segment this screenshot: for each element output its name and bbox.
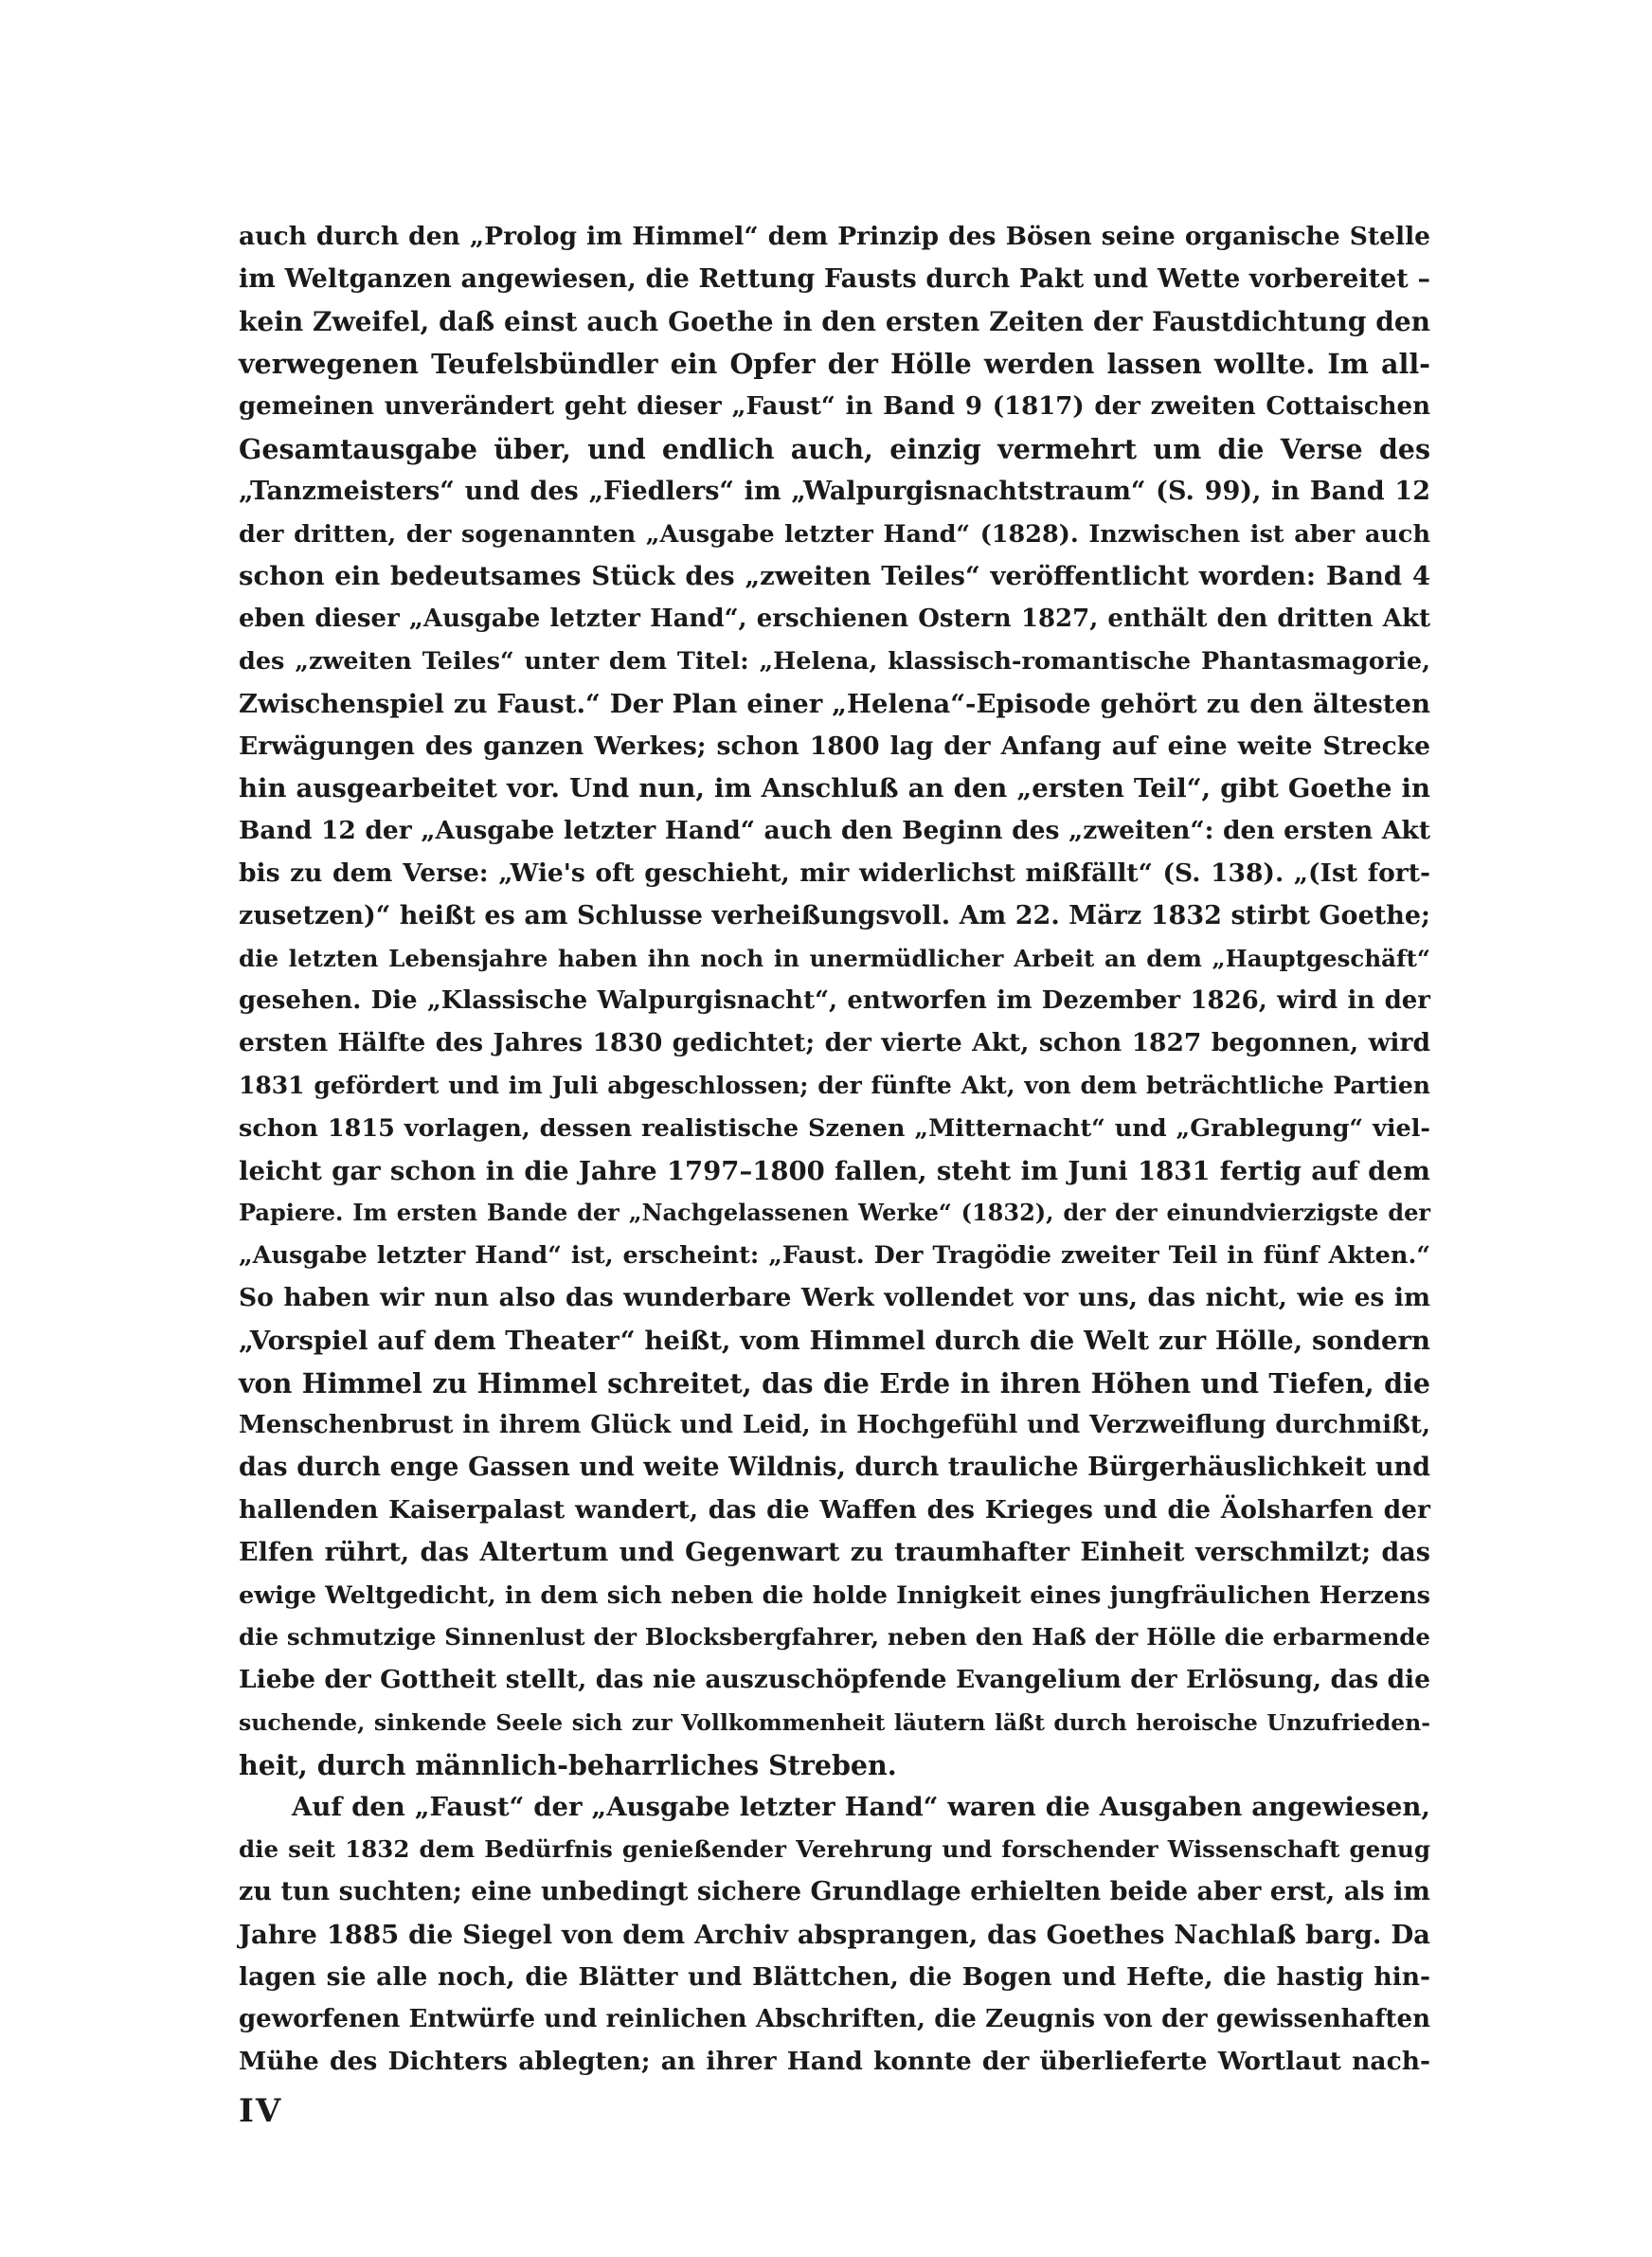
text-line: Band 12 der „Ausgabe letzter Hand“ auch den Beginn des „zweiten“: den ersten Akt <box>239 816 1430 846</box>
text-line: geworfenen Entwürfe und reinlichen Abschriften, die Zeugnis von der gewissenhaften <box>239 2005 1430 2034</box>
text-line: die schmutzige Sinnenlust der Blocksbergfahrer, neben den Haß der Hölle die erbarmende <box>239 1623 1430 1652</box>
text-line: ersten Hälfte des Jahres 1830 gedichtet; der vierte Akt, schon 1827 begonnen, wird <box>239 1028 1430 1058</box>
text-line-paragraph-start: Auf den „Faust“ der „Ausgabe letzter Hand“ waren die Ausgaben angewiesen, <box>292 1792 1430 1823</box>
text-line: die seit 1832 dem Bedürfnis genießender Verehrung und forschender Wissenschaft genug <box>239 1835 1430 1864</box>
text-line: „Ausgabe letzter Hand“ ist, erscheint: „Faust. Der Tragödie zweiter Teil in fünf Akten.“ <box>239 1241 1430 1271</box>
text-line: Papiere. Im ersten Bande der „Nachgelassenen Werke“ (1832), der der einundvierzigste der <box>239 1199 1430 1227</box>
text-line: „Tanzmeisters“ und des „Fiedlers“ im „Walpurgisnachtstraum“ (S. 99), in Band 12 <box>239 476 1430 506</box>
text-line: Elfen rührt, das Altertum und Gegenwart zu traumhafter Einheit verschmilzt; das <box>239 1537 1430 1567</box>
body-text <box>239 216 1430 2084</box>
text-line: hin ausgearbeitet vor. Und nun, im Anschluß an den „ersten Teil“, gibt Goethe in <box>239 773 1430 804</box>
text-line: das durch enge Gassen und weite Wildnis, durch trauliche Bürgerhäuslichkeit und <box>239 1453 1430 1483</box>
text-line: verwegenen Teufelsbündler ein Opfer der Hölle werden lassen wollte. Im all- <box>239 348 1430 381</box>
text-line: ewige Weltgedicht, in dem sich neben die holde Innigkeit eines jungfräulichen Herzens <box>239 1580 1430 1610</box>
text-line: hallenden Kaiserpalast wandert, das die Waffen des Krieges und die Äolsharfen der <box>239 1494 1430 1525</box>
text-line: So haben wir nun also das wunderbare Werk vollendet vor uns, das nicht, wie es im <box>239 1282 1430 1312</box>
text-line: Jahre 1885 die Siegel von dem Archiv absprangen, das Goethes Nachlaß barg. Da <box>239 1919 1430 1950</box>
text-line: bis zu dem Verse: „Wie's oft geschieht, mir widerlichst mißfällt“ (S. 138). „(Ist fort- <box>239 858 1430 888</box>
page-number: IV <box>239 2092 283 2130</box>
text-line: von Himmel zu Himmel schreitet, das die Erde in ihren Höhen und Tiefen, die <box>239 1366 1430 1399</box>
text-line: Gesamtausgabe über, und endlich auch, einzig vermehrt um die Verse des <box>239 432 1430 465</box>
text-line: Liebe der Gottheit stellt, das nie auszuschöpfende Evangelium der Erlösung, das die <box>239 1665 1430 1695</box>
text-line: auch durch den „Prolog im Himmel“ dem Prinzip des Bösen seine organische Stelle <box>239 222 1430 251</box>
text-line: Erwägungen des ganzen Werkes; schon 1800 lag der Anfang auf eine weite Strecke <box>239 731 1430 761</box>
text-line: suchende, sinkende Seele sich zur Vollkommenheit läutern läßt durch heroische Unzufrieden- <box>239 1708 1430 1736</box>
text-line: eben dieser „Ausgabe letzter Hand“, erschienen Ostern 1827, enthält den dritten Akt <box>239 605 1430 634</box>
text-line: schon ein bedeutsames Stück des „zweiten Teiles“ veröffentlicht worden: Band 4 <box>239 561 1430 592</box>
text-line: lagen sie alle noch, die Blätter und Blättchen, die Bogen und Hefte, die hastig hin- <box>239 1961 1430 1992</box>
text-line: die letzten Lebensjahre haben ihn noch in unermüdlicher Arbeit an dem „Hauptgeschäft“ <box>239 944 1430 972</box>
text-line: gesehen. Die „Klassische Walpurgisnacht“, entworfen im Dezember 1826, wird in der <box>239 986 1430 1016</box>
text-line: Mühe des Dichters ablegten; an ihrer Hand konnte der überlieferte Wortlaut nach- <box>239 2047 1430 2077</box>
text-line: zu tun suchten; eine unbedingt sichere Grundlage erhielten beide aber erst, als im <box>239 1877 1430 1907</box>
text-line: „Vorspiel auf dem Theater“ heißt, vom Himmel durch die Welt zur Hölle, sondern <box>239 1325 1430 1356</box>
text-line: schon 1815 vorlagen, dessen realistische Szenen „Mitternacht“ und „Grablegung“ viel- <box>239 1113 1430 1143</box>
text-line: der dritten, der sogenannten „Ausgabe letzter Hand“ (1828). Inzwischen ist aber auch <box>239 519 1430 549</box>
text-line: des „zweiten Teiles“ unter dem Titel: „Helena, klassisch-romantische Phantasmagorie, <box>239 646 1430 676</box>
text-line: 1831 gefördert und im Juli abgeschlossen; der fünfte Akt, von dem beträchtliche Partien <box>239 1071 1430 1099</box>
text-line: kein Zweifel, daß einst auch Goethe in den ersten Zeiten der Faustdichtung den <box>239 305 1430 337</box>
text-line: Menschenbrust in ihrem Glück und Leid, in Hochgefühl und Verzweiflung durchmißt, <box>239 1411 1430 1440</box>
text-line: leicht gar schon in die Jahre 1797–1800 fallen, steht im Juni 1831 fertig auf dem <box>239 1155 1430 1186</box>
text-line: Zwischenspiel zu Faust.“ Der Plan einer „Helena“-Episode gehört zu den ältesten <box>239 688 1430 719</box>
text-line: zusetzen)“ heißt es am Schlusse verheißungsvoll. Am 22. März 1832 stirbt Goethe; <box>239 900 1430 930</box>
text-line: gemeinen unverändert geht dieser „Faust“ in Band 9 (1817) der zweiten Cottaischen <box>239 392 1430 422</box>
text-line-paragraph-end: heit, durch männlich-beharrliches Streben. <box>239 1748 897 1781</box>
text-line: im Weltganzen angewiesen, die Rettung Fausts durch Pakt und Wette vorbereitet – <box>239 263 1430 294</box>
